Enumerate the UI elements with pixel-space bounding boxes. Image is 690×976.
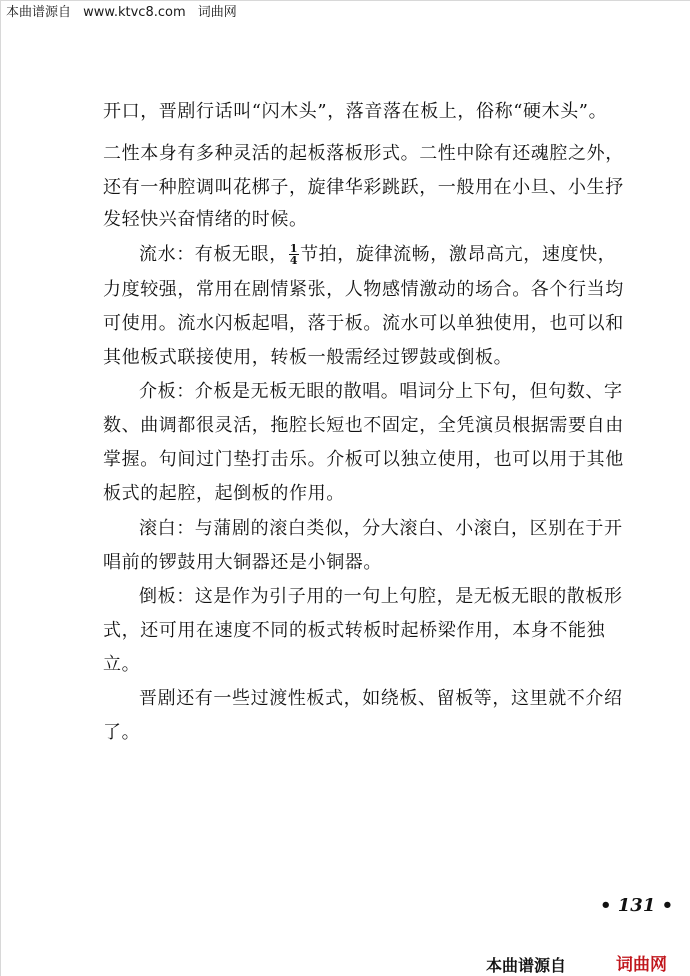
p2-line-4: 其他板式联接使用，转板一般需经过锣鼓或倒板。: [103, 347, 513, 368]
p6-line-1: 晋剧还有一些过渡性板式，如绕板、留板等，这里就不介绍: [139, 688, 623, 709]
footer-source-text: 本曲谱源自: [486, 956, 567, 975]
p1-line-2: 二性本身有多种灵活的起板落板形式。二性中除有还魂腔之外，: [103, 143, 624, 164]
p2-line-1-pre: 流水：有板无眼，: [139, 244, 288, 265]
p1-line-1: 开口，晋剧行话叫“闪木头”，落音落在板上，俗称“硬木头”。: [103, 101, 608, 122]
header-site-url[interactable]: www.ktvc8.com: [83, 5, 186, 20]
p3-line-2: 数、曲调都很灵活，拖腔长短也不固定，全凭演员根据需要自由: [103, 415, 624, 436]
p3-line-1: 介板：介板是无板无眼的散唱。唱词分上下句，但句数、字: [139, 381, 623, 402]
p2-line-3: 可使用。流水闪板起唱，落于板。流水可以单独使用，也可以和: [103, 313, 624, 334]
fraction-denominator: 4: [289, 253, 299, 267]
p2-line-2: 力度较强，常用在剧情紧张，人物感情激动的场合。各个行当均: [103, 279, 624, 300]
header-watermark: [6, 1, 245, 20]
p5-line-1: 倒板：这是作为引子用的一句上句腔，是无板无眼的散板形: [139, 586, 623, 607]
p2-line-1-post: 节拍，旋律流畅，激昂高亢，速度快，: [300, 244, 617, 265]
p2-line-1: [139, 240, 616, 266]
p4-line-1: 滚白：与蒲剧的滚白类似，分大滚白、小滚白，区别在于开: [139, 518, 623, 539]
p1-line-4: 发轻快兴奋情绪的时候。: [103, 209, 308, 230]
quarter-fraction: [289, 243, 299, 266]
header-site-label: 词曲网: [197, 5, 237, 20]
p5-line-2: 式，还可用在速度不同的板式转板时起桥梁作用，本身不能独: [103, 620, 606, 641]
p4-line-2: 唱前的锣鼓用大铜器还是小铜器。: [103, 552, 382, 573]
p3-line-4: 板式的起腔，起倒板的作用。: [103, 483, 345, 504]
p6-line-2: 了。: [103, 722, 141, 743]
p5-line-3: 立。: [103, 654, 141, 675]
footer-logo[interactable]: 词曲网: [616, 955, 667, 975]
page-number: • 131 •: [600, 895, 674, 916]
fraction-numerator: 1: [289, 241, 299, 255]
header-site-name: 本曲谱源自: [6, 5, 72, 20]
p1-line-3: 还有一种腔调叫花梆子，旋律华彩跳跃，一般用在小旦、小生抒: [103, 177, 624, 198]
p3-line-3: 掌握。句间过门垫打击乐。介板可以独立使用，也可以用于其他: [103, 449, 624, 470]
